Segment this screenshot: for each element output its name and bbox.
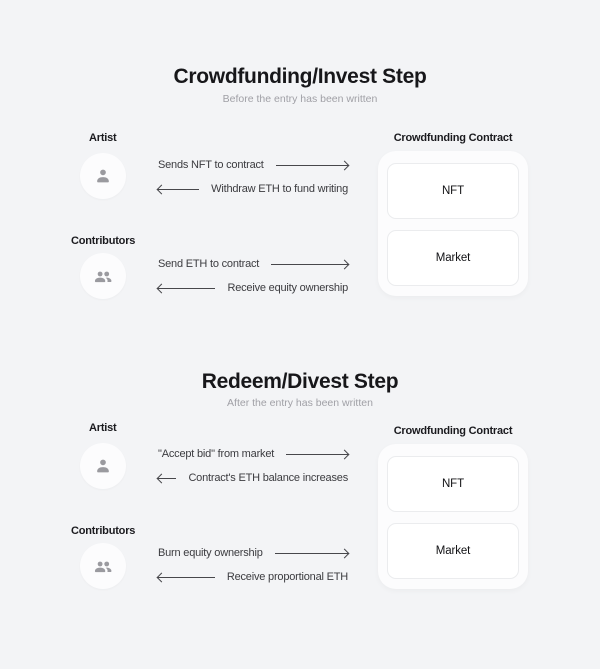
people-icon	[91, 264, 116, 289]
flow-row	[158, 257, 348, 272]
flow-row	[158, 182, 348, 197]
contract-box-market: Market	[387, 523, 519, 579]
artist-avatar	[80, 153, 126, 199]
flow-label: Send ETH to contract	[158, 258, 260, 270]
arrow-left-icon	[158, 478, 176, 479]
people-icon	[91, 554, 116, 579]
actor-label-contributors: Contributors	[71, 235, 136, 247]
flow-row	[158, 546, 348, 561]
contributors-avatar	[80, 253, 126, 299]
contract-box-nft: NFT	[387, 163, 519, 219]
person-icon	[92, 165, 114, 187]
arrow-left-icon	[158, 189, 199, 190]
arrow-right-icon	[275, 553, 348, 554]
contract-box-nft: NFT	[387, 456, 519, 512]
arrow-right-icon	[271, 264, 348, 265]
flow-row	[158, 158, 348, 173]
person-icon	[92, 455, 114, 477]
flow-row	[158, 281, 348, 296]
actor-label-contributors: Contributors	[71, 525, 136, 537]
section-title-invest: Crowdfunding/Invest Step	[173, 65, 427, 88]
flow-row	[158, 471, 348, 486]
section-subtitle-invest: Before the entry has been written	[222, 93, 378, 105]
flow-label: Receive proportional ETH	[226, 571, 348, 583]
flow-label: Receive equity ownership	[227, 282, 348, 294]
flow-label: Withdraw ETH to fund writing	[211, 183, 348, 195]
artist-avatar	[80, 443, 126, 489]
arrow-left-icon	[158, 577, 215, 578]
contract-label: Crowdfunding Contract	[393, 425, 513, 437]
contract-card	[378, 151, 528, 296]
section-title-divest: Redeem/Divest Step	[201, 370, 399, 393]
flow-row	[158, 570, 348, 585]
contract-card	[378, 444, 528, 589]
arrow-right-icon	[286, 454, 348, 455]
arrow-left-icon	[158, 288, 215, 289]
contract-label: Crowdfunding Contract	[393, 132, 513, 144]
actor-label-artist: Artist	[89, 132, 117, 144]
arrow-right-icon	[276, 165, 348, 166]
flow-label: Contract's ETH balance increases	[188, 472, 348, 484]
contributors-avatar	[80, 543, 126, 589]
section-subtitle-divest: After the entry has been written	[227, 397, 373, 409]
contract-box-market: Market	[387, 230, 519, 286]
flow-label: Burn equity ownership	[158, 547, 263, 559]
flow-row	[158, 447, 348, 462]
flow-label: "Accept bid" from market	[158, 448, 275, 460]
flow-label: Sends NFT to contract	[158, 159, 264, 171]
actor-label-artist: Artist	[89, 422, 117, 434]
